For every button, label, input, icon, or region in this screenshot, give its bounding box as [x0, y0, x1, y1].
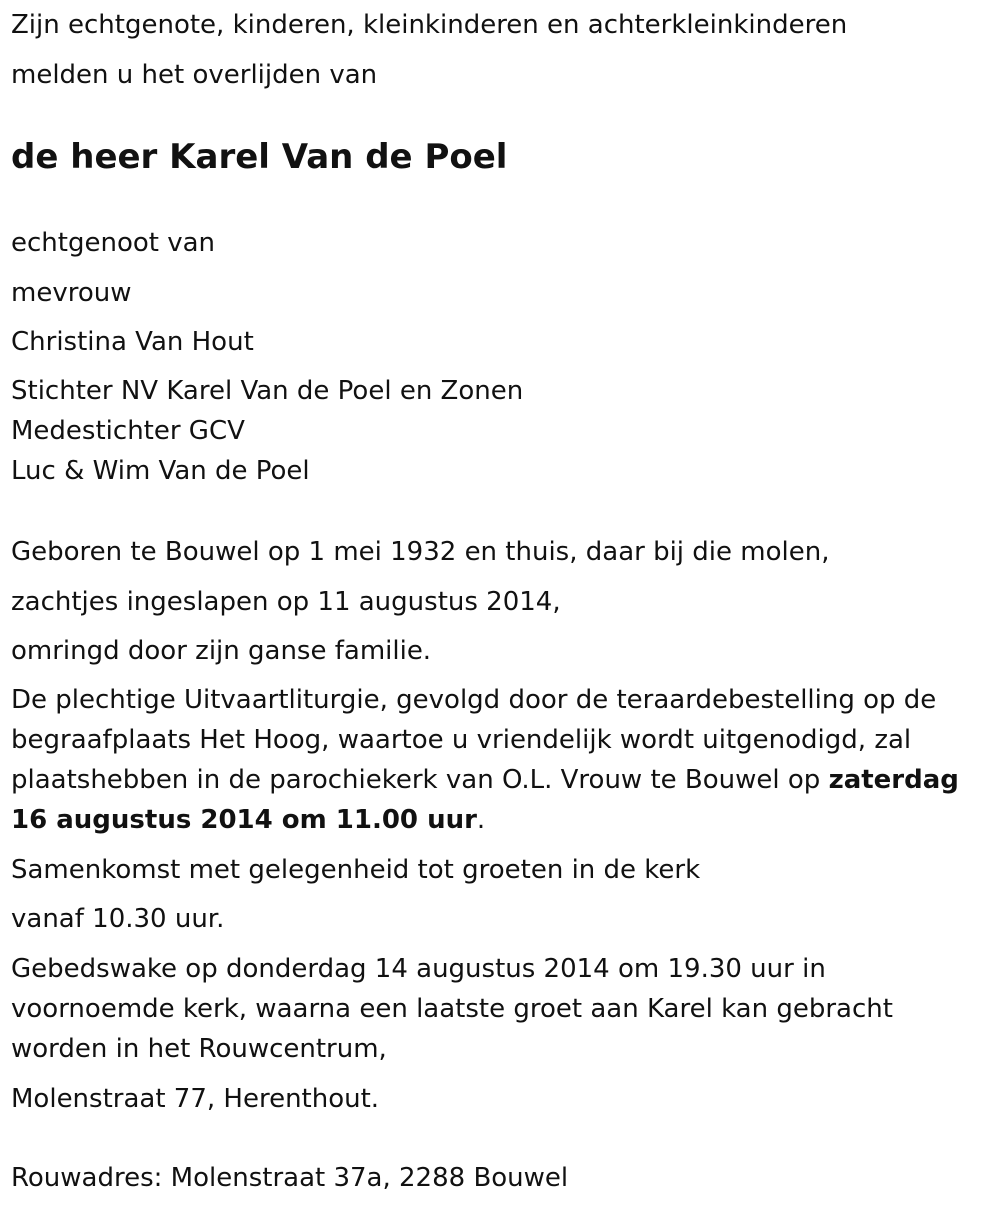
liturgy-end: . — [476, 805, 486, 835]
meeting-line-1: Samenkomst met gelegenheid tot groeten in de kerk — [11, 855, 701, 885]
spouse-name: Christina Van Hout — [11, 327, 254, 357]
spouse-relation: echtgenoot van — [11, 228, 216, 258]
wake-paragraph: Gebedswake op donderdag 14 augustus 2014 om 19.30 uur in voornoemde kerk, waarna een laatste groet aan Karel kan gebracht worden in het Rouwcentrum, — [11, 954, 893, 1064]
mourning-address: Rouwadres: Molenstraat 37a, 2288 Bouwel — [11, 1163, 569, 1193]
wake-address: Molenstraat 77, Herenthout. — [11, 1084, 380, 1114]
liturgy-paragraph — [11, 680, 986, 840]
liturgy-text: De plechtige Uitvaartliturgie, gevolgd door de teraardebestelling op de begraafplaats Het Hoog, waartoe u vriendelijk wordt uitgenodigd, zal plaatshebben in de parochiekerk van O.L. Vrouw te Bouwel op — [11, 685, 937, 795]
liturgy-date: zaterdag 16 augustus 2014 om 11.00 uur — [11, 765, 959, 835]
intro-line-2: melden u het overlijden van — [11, 60, 378, 90]
death-line: zachtjes ingeslapen op 11 augustus 2014, — [11, 587, 561, 617]
role-line-1: Stichter NV Karel Van de Poel en Zonen — [11, 376, 524, 406]
role-line-2: Medestichter GCV — [11, 416, 245, 446]
role-line-3: Luc & Wim Van de Poel — [11, 456, 310, 486]
intro-line-1: Zijn echtgenote, kinderen, kleinkinderen en achterkleinkinderen — [11, 10, 848, 40]
spouse-title: mevrouw — [11, 278, 132, 308]
birth-line: Geboren te Bouwel op 1 mei 1932 en thuis, daar bij die molen, — [11, 537, 830, 567]
deceased-name: de heer Karel Van de Poel — [11, 137, 508, 177]
roles-block — [11, 371, 523, 491]
meeting-line-2: vanaf 10.30 uur. — [11, 904, 225, 934]
family-line: omringd door zijn ganse familie. — [11, 636, 432, 666]
